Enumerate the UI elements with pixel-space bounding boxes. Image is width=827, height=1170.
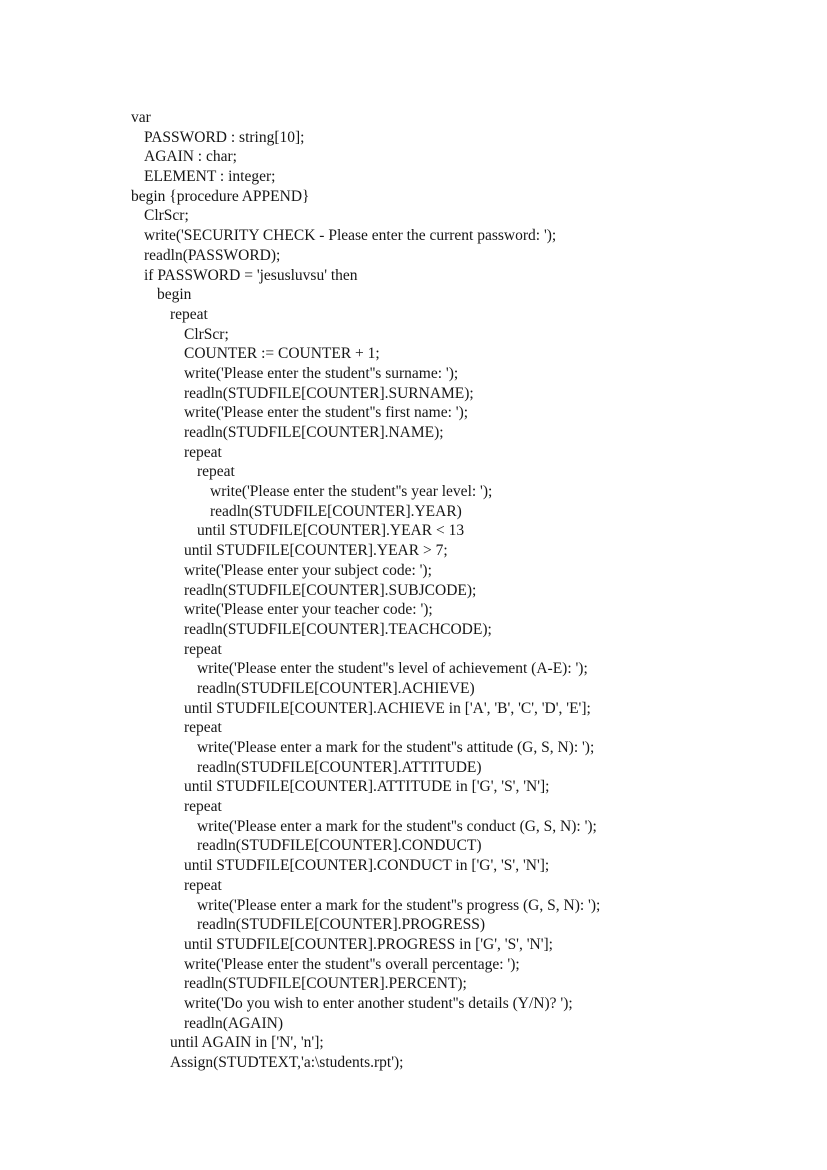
code-line: COUNTER := COUNTER + 1; bbox=[184, 345, 380, 363]
code-line: until AGAIN in ['N', 'n']; bbox=[170, 1034, 324, 1052]
code-line: if PASSWORD = 'jesusluvsu' then bbox=[144, 266, 358, 284]
code-line: readln(STUDFILE[COUNTER].SURNAME); bbox=[184, 384, 474, 402]
code-line: until STUDFILE[COUNTER].ATTITUDE in ['G', 'S', 'N']; bbox=[184, 778, 550, 796]
code-line: until STUDFILE[COUNTER].YEAR > 7; bbox=[184, 542, 448, 560]
code-line: until STUDFILE[COUNTER].CONDUCT in ['G', 'S', 'N']; bbox=[184, 857, 550, 875]
code-line: write('Do you wish to enter another student''s details (Y/N)? '); bbox=[184, 994, 573, 1012]
code-line: readln(PASSWORD); bbox=[144, 246, 281, 264]
code-line: write('Please enter the student''s year level: '); bbox=[210, 483, 493, 501]
code-line: var bbox=[131, 109, 151, 126]
code-line: write('SECURITY CHECK - Please enter the current password: '); bbox=[144, 227, 557, 245]
code-line: write('Please enter the student''s overall percentage: '); bbox=[184, 955, 520, 973]
code-line: AGAIN : char; bbox=[144, 148, 237, 166]
code-line: begin {procedure APPEND} bbox=[131, 187, 310, 205]
code-line: write('Please enter the student''s first name: '); bbox=[184, 404, 469, 422]
code-line: readln(STUDFILE[COUNTER].NAME); bbox=[184, 424, 444, 441]
code-line: readln(STUDFILE[COUNTER].PROGRESS) bbox=[197, 916, 486, 934]
code-line: repeat bbox=[184, 443, 222, 461]
code-line: repeat bbox=[197, 463, 235, 481]
code-line: Assign(STUDTEXT,'a:\students.rpt'); bbox=[170, 1054, 404, 1071]
code-line: repeat bbox=[184, 876, 222, 894]
code-line: readln(STUDFILE[COUNTER].PERCENT); bbox=[184, 975, 467, 993]
code-line: write('Please enter the student''s surname: '); bbox=[184, 364, 459, 382]
code-line: readln(STUDFILE[COUNTER].ATTITUDE) bbox=[197, 758, 482, 776]
code-line: readln(AGAIN) bbox=[184, 1014, 283, 1032]
code-line: repeat bbox=[184, 640, 222, 658]
code-line: repeat bbox=[170, 305, 208, 323]
code-line: until STUDFILE[COUNTER].PROGRESS in ['G', 'S', 'N']; bbox=[184, 935, 553, 953]
code-line: write('Please enter a mark for the student''s conduct (G, S, N): '); bbox=[197, 817, 597, 835]
code-line: ClrScr; bbox=[184, 325, 229, 343]
code-line: repeat bbox=[184, 719, 222, 737]
code-line: readln(STUDFILE[COUNTER].TEACHCODE); bbox=[184, 620, 492, 638]
code-line: readln(STUDFILE[COUNTER].SUBJCODE); bbox=[184, 581, 477, 599]
code-line: repeat bbox=[184, 798, 222, 816]
code-line: write('Please enter your teacher code: '); bbox=[184, 601, 433, 619]
code-line: write('Please enter your subject code: '); bbox=[184, 561, 432, 579]
code-line: write('Please enter the student''s level of achievement (A-E): '); bbox=[197, 660, 588, 678]
code-line: PASSWORD : string[10]; bbox=[144, 128, 305, 146]
code-line: ClrScr; bbox=[144, 207, 189, 225]
code-line: write('Please enter a mark for the student''s progress (G, S, N): '); bbox=[197, 896, 601, 914]
code-line: begin bbox=[157, 286, 192, 304]
code-line: until STUDFILE[COUNTER].ACHIEVE in ['A', 'B', 'C', 'D', 'E']; bbox=[184, 699, 591, 717]
code-line: readln(STUDFILE[COUNTER].CONDUCT) bbox=[197, 837, 482, 855]
code-line: until STUDFILE[COUNTER].YEAR < 13 bbox=[197, 522, 465, 540]
code-line: readln(STUDFILE[COUNTER].YEAR) bbox=[210, 502, 462, 520]
code-line: write('Please enter a mark for the student''s attitude (G, S, N): '); bbox=[197, 739, 595, 756]
code-line: ELEMENT : integer; bbox=[144, 168, 276, 186]
pascal-code-listing bbox=[0, 108, 827, 1073]
code-line: readln(STUDFILE[COUNTER].ACHIEVE) bbox=[197, 679, 475, 697]
